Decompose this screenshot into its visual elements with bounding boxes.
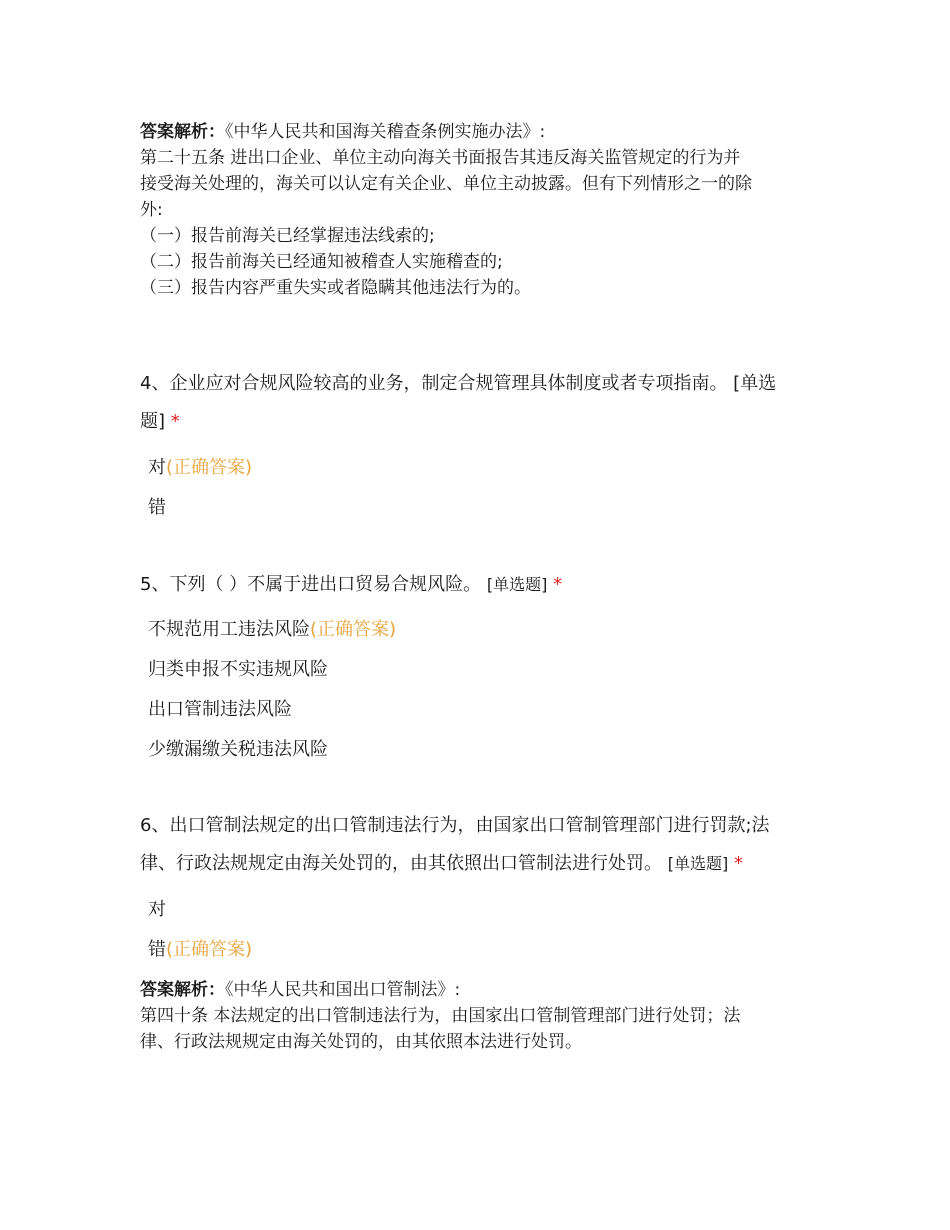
- question-6-line-1: 6、出口管制法规定的出口管制违法行为，由国家出口管制管理部门进行罚款;法: [140, 815, 770, 836]
- option-label: 对: [148, 899, 166, 920]
- question-5-text: 5、下列（ ）不属于进出口贸易合规风险。: [140, 574, 482, 595]
- analysis-header: [140, 977, 820, 1003]
- question-4: [140, 365, 820, 441]
- question-6: [140, 807, 820, 883]
- analysis-line: （二）报告前海关已经通知被稽查人实施稽查的;: [140, 252, 503, 272]
- analysis-source: 《中华人民共和国出口管制法》:: [225, 980, 461, 1000]
- analysis-source: 《中华人民共和国海关稽查条例实施办法》:: [225, 122, 546, 142]
- q6-option-true[interactable]: [148, 897, 166, 923]
- q5-option-1[interactable]: [148, 617, 396, 643]
- analysis-label: 答案解析：: [140, 122, 225, 142]
- question-5: [140, 566, 820, 604]
- required-mark: *: [553, 574, 563, 595]
- option-label: 归类申报不实违规风险: [148, 659, 328, 680]
- q5-option-3[interactable]: [148, 697, 292, 723]
- analysis-label: 答案解析：: [140, 980, 225, 1000]
- q5-option-2[interactable]: [148, 657, 328, 683]
- option-label: 出口管制违法风险: [148, 699, 292, 720]
- question-6-line-2: 律、行政法规规定由海关处罚的，由其依照出口管制法进行处罚。: [140, 853, 662, 874]
- analysis-line: 外:: [140, 200, 163, 220]
- required-mark: *: [170, 411, 180, 432]
- q6-option-false[interactable]: [148, 937, 252, 963]
- option-label: 错: [148, 939, 166, 960]
- analysis-line: （三）报告内容严重失实或者隐瞒其他违法行为的。: [140, 278, 531, 298]
- analysis-header: [140, 119, 820, 145]
- correct-answer-marker: (正确答案): [166, 939, 253, 960]
- analysis-line: 第二十五条 进出口企业、单位主动向海关书面报告其违反海关监管规定的行为并: [140, 148, 741, 168]
- question-type-tag: [单选题]: [667, 854, 729, 873]
- option-label: 少缴漏缴关税违法风险: [148, 739, 328, 760]
- question-4-line-2: 题]: [140, 411, 166, 432]
- correct-answer-marker: (正确答案): [166, 457, 253, 478]
- option-label: 不规范用工违法风险: [148, 619, 310, 640]
- analysis-line: 接受海关处理的，海关可以认定有关企业、单位主动披露。但有下列情形之一的除: [140, 174, 752, 194]
- q5-option-4[interactable]: [148, 737, 328, 763]
- answer-analysis-1: [140, 119, 820, 301]
- question-4-line-1: 4、企业应对合规风险较高的业务，制定合规管理具体制度或者专项指南。 [单选: [140, 373, 777, 394]
- answer-analysis-2: [140, 977, 820, 1055]
- analysis-line: 第四十条 本法规定的出口管制违法行为，由国家出口管制管理部门进行处罚；法: [140, 1006, 741, 1026]
- option-label: 对: [148, 457, 166, 478]
- question-type-tag: [单选题]: [486, 575, 548, 594]
- q4-option-false[interactable]: [148, 495, 166, 521]
- required-mark: *: [733, 853, 743, 874]
- q4-option-true[interactable]: [148, 455, 252, 481]
- correct-answer-marker: (正确答案): [310, 619, 397, 640]
- option-label: 错: [148, 497, 166, 518]
- analysis-line: （一）报告前海关已经掌握违法线索的;: [140, 226, 435, 246]
- analysis-line: 律、行政法规规定由海关处罚的，由其依照本法进行处罚。: [140, 1032, 582, 1052]
